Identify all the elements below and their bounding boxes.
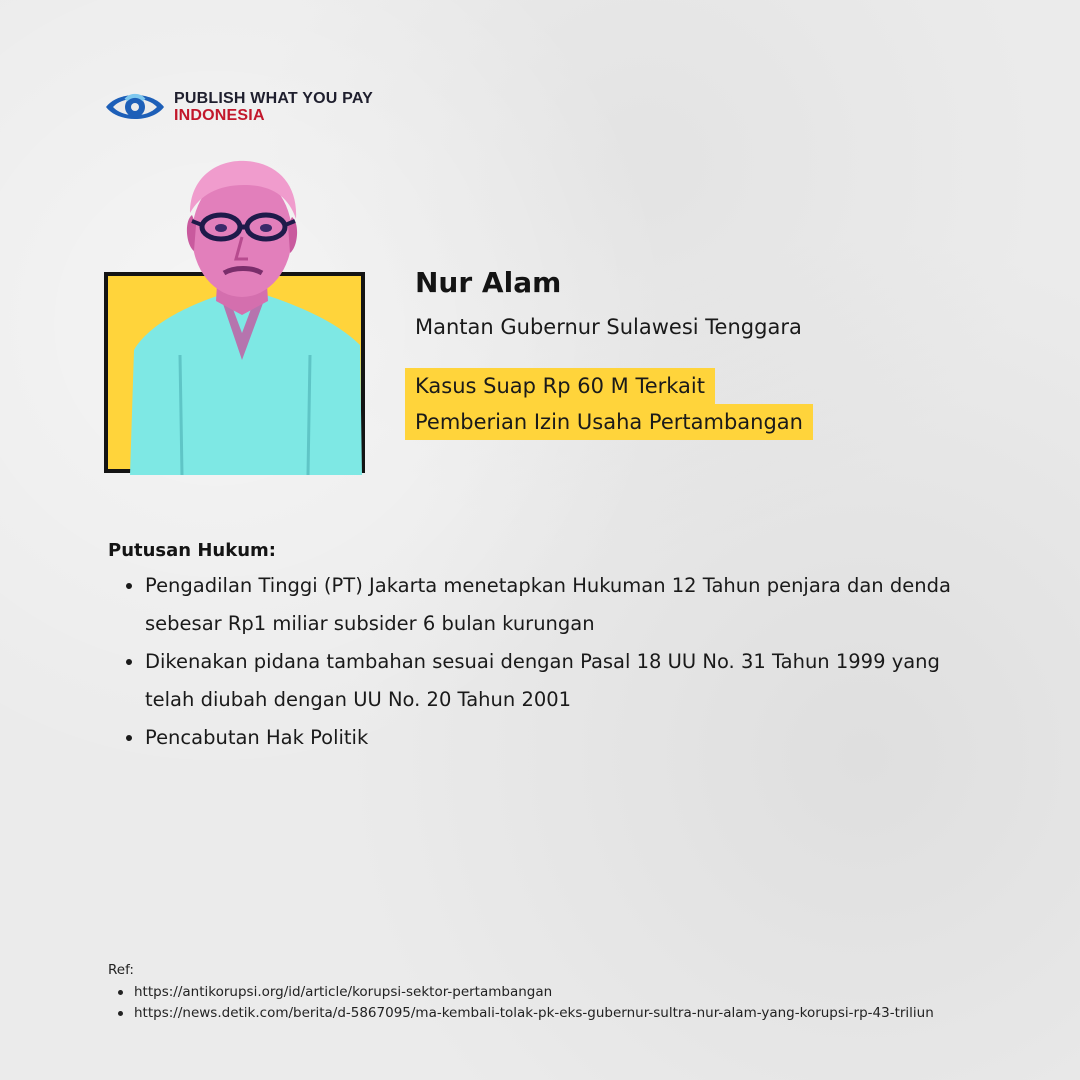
case-line: Pemberian Izin Usaha Pertambangan	[405, 404, 813, 440]
references-list	[108, 982, 988, 1024]
portrait-photo	[120, 155, 365, 475]
verdict-title: Putusan Hukum:	[108, 540, 276, 561]
references-label: Ref:	[108, 962, 134, 978]
case-line: Kasus Suap Rp 60 M Terkait	[405, 368, 715, 404]
eye-icon	[104, 88, 166, 126]
reference-link[interactable]: https://antikorupsi.org/id/article/korupsi-sektor-pertambangan	[118, 982, 988, 1003]
list-item: Pengadilan Tinggi (PT) Jakarta menetapkan Hukuman 12 Tahun penjara dan denda sebesar Rp1 miliar subsider 6 bulan kurungan	[126, 567, 988, 643]
person-role: Mantan Gubernur Sulawesi Tenggara	[415, 315, 802, 339]
verdict-list	[108, 567, 988, 757]
verdict-section	[108, 540, 988, 757]
reference-link[interactable]: https://news.detik.com/berita/d-5867095/ma-kembali-tolak-pk-eks-gubernur-sultra-nur-alam-yang-korupsi-rp-43-triliun	[118, 1003, 988, 1024]
brand-name-line2: INDONESIA	[174, 107, 265, 124]
case-highlight	[405, 368, 813, 440]
list-item: Dikenakan pidana tambahan sesuai dengan Pasal 18 UU No. 31 Tahun 1999 yang telah diubah dengan UU No. 20 Tahun 2001	[126, 643, 988, 719]
brand-name-line1: PUBLISH WHAT YOU PAY	[174, 90, 373, 107]
brand-logo	[104, 88, 373, 126]
person-name: Nur Alam	[415, 266, 562, 299]
list-item: Pencabutan Hak Politik	[126, 719, 988, 757]
references-section	[108, 960, 988, 1024]
